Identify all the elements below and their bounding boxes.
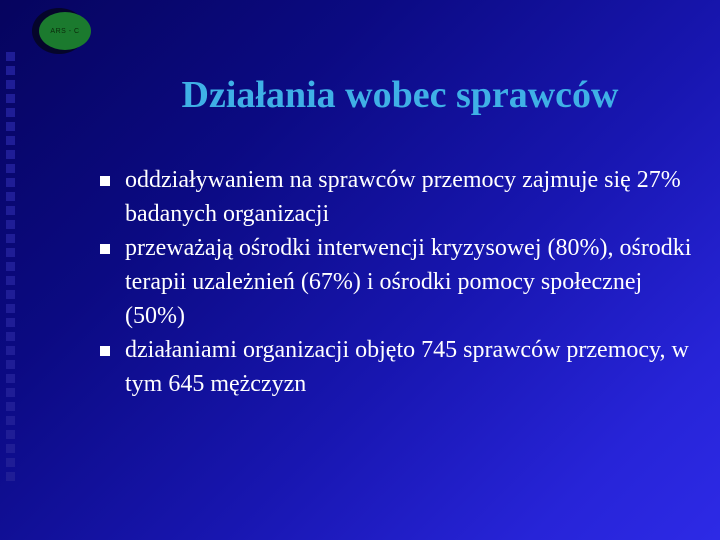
strip-square (6, 52, 15, 61)
left-decorative-strip (2, 52, 20, 492)
strip-square (6, 346, 15, 355)
strip-square (6, 164, 15, 173)
strip-square (6, 108, 15, 117)
strip-square (6, 304, 15, 313)
square-bullet-icon (100, 176, 110, 186)
strip-square (6, 416, 15, 425)
strip-square (6, 136, 15, 145)
strip-square (6, 80, 15, 89)
strip-square (6, 318, 15, 327)
strip-square (6, 332, 15, 341)
logo-text: ARS - C (50, 27, 80, 35)
square-bullet-icon (100, 244, 110, 254)
strip-square (6, 430, 15, 439)
bullet-list (96, 163, 696, 401)
strip-square (6, 94, 15, 103)
strip-square (6, 66, 15, 75)
strip-square (6, 248, 15, 257)
strip-square (6, 192, 15, 201)
bullet-text: przeważają ośrodki interwencji kryzysowej (80%), ośrodki terapii uzależnień (67%) i ośrodki pomocy społecznej (50%) (125, 235, 692, 329)
strip-square (6, 150, 15, 159)
strip-square (6, 458, 15, 467)
strip-square (6, 374, 15, 383)
strip-square (6, 360, 15, 369)
bullet-item (96, 163, 696, 231)
strip-square (6, 290, 15, 299)
strip-square (6, 122, 15, 131)
bullet-text: działaniami organizacji objęto 745 sprawców przemocy, w tym 645 mężczyzn (125, 337, 689, 397)
strip-square (6, 444, 15, 453)
strip-square (6, 276, 15, 285)
strip-square (6, 234, 15, 243)
bullet-text: oddziaływaniem na sprawców przemocy zajmuje się 27% badanych organizacji (125, 167, 681, 227)
strip-square (6, 262, 15, 271)
bullet-item (96, 333, 696, 401)
bullet-item (96, 231, 696, 333)
strip-square (6, 178, 15, 187)
square-bullet-icon (100, 346, 110, 356)
slide-title: Działania wobec sprawców (181, 74, 619, 116)
strip-square (6, 402, 15, 411)
strip-square (6, 472, 15, 481)
strip-square (6, 220, 15, 229)
logo (39, 12, 91, 50)
strip-square (6, 206, 15, 215)
strip-square (6, 388, 15, 397)
